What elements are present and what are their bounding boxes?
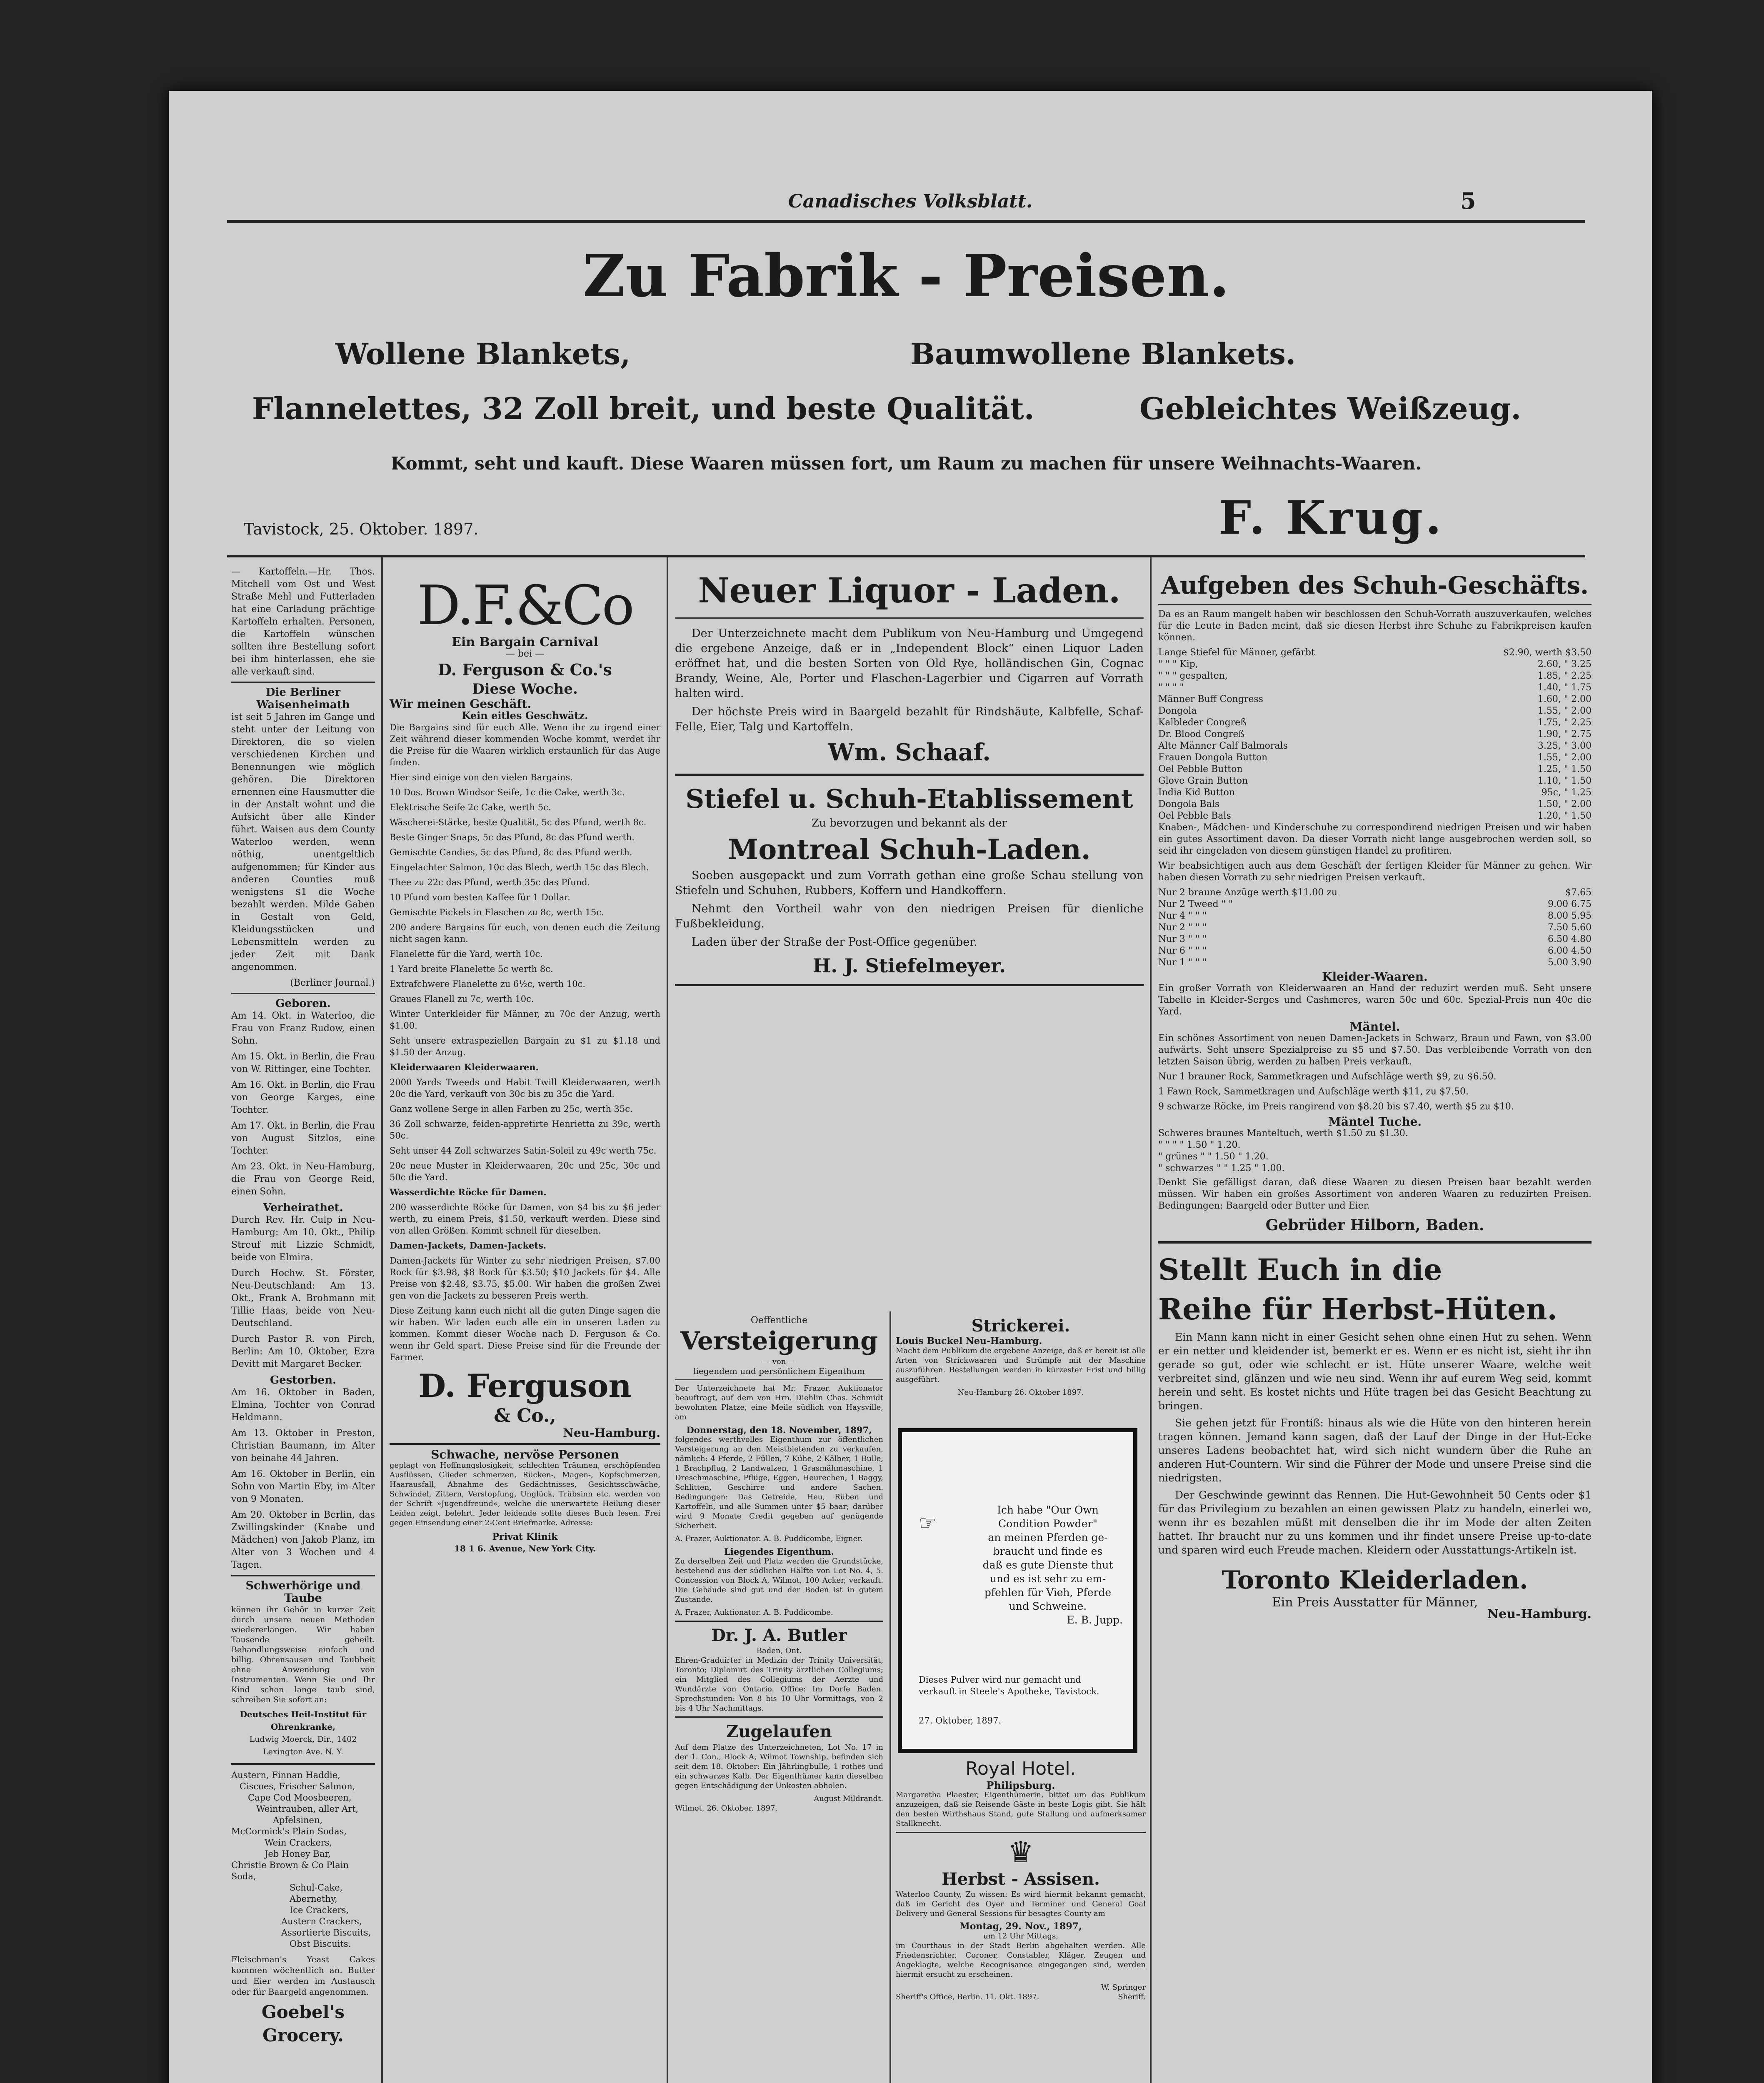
goebel-item: Austern, Finnan Haddie, xyxy=(231,1770,340,1780)
page-number: 5 xyxy=(1460,187,1476,214)
carnival-item: Graues Flanell zu 7c, werth 10c. xyxy=(390,994,534,1004)
verst-title: Versteigerung xyxy=(680,1326,878,1356)
price-row xyxy=(1158,659,1592,670)
stiefel-body-2: Nehmt den Vortheil wahr von den niedrigen Preisen für dienliche Fußbekleidung. xyxy=(675,902,1144,930)
goebel-item: Weintrauben, aller Art, xyxy=(256,1804,359,1814)
price-cell: 1.55, " 2.00 xyxy=(1537,752,1592,763)
carnival-item: Seht unser 44 Zoll schwarzes Satin-Soleil zu 49c werth 75c. xyxy=(390,1146,657,1156)
doctor-place: Baden, Ont. xyxy=(756,1646,802,1655)
assisen-office: Sheriff's Office, Berlin. 11. Okt. 1897. xyxy=(896,1993,1039,2001)
liquor-body: Der Unterzeichnete macht dem Publikum von Neu-Hamburg und Umgegend die ergebene Anzeige, daß er in „Independent Block“ einen Liquor Laden eröffnet hat, und die besten Sorten von Old Rye, holländischen Gin, Cognac Brandy, Weine, Ale, Porter und Flaschen-Lagerbier und Cigarren auf Vorrath halten wird. xyxy=(675,627,1144,700)
verst-land-sign: A. Frazer, Auktionator. A. B. Puddicombe. xyxy=(675,1608,833,1617)
column-rule-3 xyxy=(1150,557,1152,2083)
price-cell: 6.00 4.50 xyxy=(1548,946,1592,956)
carnival-week: Diese Woche. xyxy=(472,681,578,697)
condition-powder-date: 27. Oktober, 1897. xyxy=(919,1716,1002,1726)
price-cell: 1.60, " 2.00 xyxy=(1537,694,1592,704)
tuche-title: Mäntel Tuche. xyxy=(1328,1115,1422,1129)
ad-line: braucht und finde es xyxy=(993,1545,1103,1557)
taube-title: Schwerhörige und Taube xyxy=(245,1579,361,1605)
masthead-title: Canadisches Volksblatt. xyxy=(788,191,1033,212)
masthead-rule xyxy=(227,220,1585,223)
price-cell: 1.10, " 1.50 xyxy=(1537,776,1592,786)
carnival-item: Kleiderwaaren Kleiderwaaren. xyxy=(390,1062,539,1072)
assisen-sign: W. Springer xyxy=(1101,1983,1146,1992)
ad-line: Condition Powder" xyxy=(998,1518,1097,1530)
schwache-body: geplagt von Hoffnungslosigkeit, schlechten Träumen, erschöpfenden Ausflüssen, Glieder schmerzen, Rücken-, Magen-, Kopfschmerzen, Haarausfall, Abnahme des Gedächtnisses, Gesichtsschwäche, Schwindel, Zittern, Verstopfung, Unglück, Trübsinn etc. werden von der Schrift »Jugendfreund«, welche die unerwartete Heilung dieser Leiden zeigt, belehrt. Jeder leidende sollte dieses Buch lesen. Frei gegen Einsendung einer 2-Cent Briefmarke. Adresse: xyxy=(390,1461,660,1527)
taube-institute: Deutsches Heil-Institut für Ohrenkranke, xyxy=(240,1709,367,1732)
assisen-role: Sheriff. xyxy=(1118,1993,1146,2001)
carnival-item: Extrafchwere Flanelette zu 6½c, werth 10c. xyxy=(390,979,585,989)
waisen-source: (Berliner Journal.) xyxy=(290,978,375,988)
column-3-left xyxy=(675,1316,883,1813)
price-cell: 1.55, " 2.00 xyxy=(1537,706,1592,716)
ferguson-title: D. Ferguson xyxy=(418,1367,632,1404)
carnival-item: 20c neue Muster in Kleiderwaaren, 20c und 25c, 30c und 50c die Yard. xyxy=(390,1161,660,1182)
schwache-street: 18 1 6. Avenue, New York City. xyxy=(454,1544,596,1554)
price-cell: $7.65 xyxy=(1565,887,1592,898)
kleiderwaaren-body: Ein großer Vorrath von Kleiderwaaren an Hand der reduzirt werden muß. Seht unsere Tabelle in Kleider-Serges und Cashmeres, waren 50c und 60c. Spezial-Preis nun 40c die Yard. xyxy=(1158,983,1592,1017)
price-cell: Nur 4 " " " xyxy=(1158,911,1207,921)
carnival-item: Gemischte Pickels in Flaschen zu 8c, werth 15c. xyxy=(390,907,604,917)
goebel-item: McCormick's Plain Sodas, xyxy=(231,1826,347,1836)
stellt-title-2: Reihe für Herbst-Hüten. xyxy=(1158,1292,1557,1326)
strickerei-title: Strickerei. xyxy=(971,1316,1070,1336)
price-cell: 95c, " 1.25 xyxy=(1541,787,1592,798)
goebel-signature: Goebel's Grocery. xyxy=(261,2002,345,2046)
price-row xyxy=(1158,810,1592,822)
schuh-intro: Da es an Raum mangelt haben wir beschlossen den Schuh-Vorrath auszuverkaufen, welches für die Leute in Baden meint, daß sie diesen Herbst ihre Schuhe zu Fabrikpreisen kaufen können. xyxy=(1158,609,1592,643)
liquor-signature: Wm. Schaaf. xyxy=(828,739,991,766)
carnival-item: Seht unsere extraspeziellen Bargain zu $1 zu $1.18 und $1.50 der Anzug. xyxy=(390,1036,660,1057)
condition-powder-text xyxy=(973,1503,1123,1627)
verheirathet-3: Durch Pastor R. von Pirch, Berlin: Am 10. Oktober, Ezra Devitt mit Margaret Becker. xyxy=(231,1334,375,1369)
goebel-item: Abernethy, xyxy=(290,1894,337,1904)
carnival-item: 1 Yard breite Flanelette 5c werth 8c. xyxy=(390,964,553,974)
strickerei-date: Neu-Hamburg 26. Oktober 1897. xyxy=(957,1388,1084,1397)
ad-line: und Schweine. xyxy=(1009,1600,1087,1612)
price-cell: 8.00 5.95 xyxy=(1548,911,1592,921)
price-row xyxy=(1158,670,1592,682)
carnival-item: Winter Unterkleider für Männer, zu 70c der Anzug, werth $1.00. xyxy=(390,1009,660,1031)
stellt-body: Ein Mann kann nicht in einer Gesicht sehen ohne einen Hut zu sehen. Wenn er ein netter und kleidender ist, bemerkt er es. Wenn er es nicht ist, sieht ihr ihn gerade so gut, oder wie schlecht er ist. Hüte unserer Waare, welche weit verbreitet sind, glänzen und wie neu sind. Wenn ihr auf eurem Weg seid, kommt herein und seht. Es kostet nichts und Hüte tragen bei das Gesicht Beachtung zu bringen. xyxy=(1158,1331,1592,1412)
price-cell: $2.90, werth $3.50 xyxy=(1503,647,1592,658)
toronto-title: Toronto Kleiderladen. xyxy=(1222,1566,1528,1595)
price-cell: Nur 2 " " " xyxy=(1158,922,1207,933)
royal-body: Margaretha Plaester, Eigenthümerin, bittet um das Publikum anzuzeigen, daß sie Reisende Gäste in beste Logis gibt. Sie hält den besten Wirthshaus Stand, gute Stallung und aufmerksamer Stallknecht. xyxy=(896,1791,1146,1828)
assisen-title: Herbst - Assisen. xyxy=(942,1869,1100,1889)
carnival-title: Ein Bargain Carnival xyxy=(452,635,598,649)
carnival-item: Eingelachter Salmon, 10c das Blech, werth 15c das Blech. xyxy=(390,862,649,872)
taube-address: Ludwig Moerck, Dir., 1402 Lexington Ave. N. Y. xyxy=(249,1735,357,1756)
goebel-item: Christie Brown & Co Plain Soda, xyxy=(231,1860,349,1881)
goebel-item: Apfelsinen, xyxy=(273,1815,323,1825)
price-cell: Nur 3 " " " xyxy=(1158,934,1207,944)
condition-powder-note: Dieses Pulver wird nur gemacht und verkauft in Steele's Apotheke, Tavistock. xyxy=(919,1675,1099,1696)
assisen-footer xyxy=(896,1992,1146,2002)
carnival-item: Ganz wollene Serge in allen Farben zu 25c, werth 35c. xyxy=(390,1104,633,1114)
carnival-item: 36 Zoll schwarze, feiden-appretirte Henrietta zu 39c, werth 50c. xyxy=(390,1119,660,1141)
carnival-item: Elektrische Seife 2c Cake, werth 5c. xyxy=(390,802,551,812)
price-row xyxy=(1158,787,1592,799)
ad-line: E. B. Jupp. xyxy=(1067,1614,1123,1626)
verst-date: Donnerstag, den 18. November, 1897, xyxy=(686,1425,872,1435)
column-3-right-lower xyxy=(896,1757,1146,2002)
carnival-firm: D. Ferguson & Co.'s xyxy=(438,660,612,679)
carnival-item: Damen-Jackets, Damen-Jackets. xyxy=(390,1240,547,1251)
price-row xyxy=(1158,682,1592,694)
assisen-body-2: im Courthaus in der Stadt Berlin abgehalten werden. Alle Friedensrichter, Coroner, Constabler, Kläger, Zeugen und Angeklagte, welche Recognisance eingegangen sind, werden hiermit ersucht zu erscheinen. xyxy=(896,1941,1146,1979)
ad-line: an meinen Pferden ge- xyxy=(988,1531,1108,1544)
schwache-address: Privat Klinik xyxy=(492,1531,558,1542)
newspaper-page xyxy=(169,91,1652,2083)
carnival-bei: — bei — xyxy=(505,649,545,659)
verheirathet-1: Durch Rev. Hr. Culp in Neu-Hamburg: Am 10. Okt., Philip Streuf mit Lizzie Schmidt, beide von Elmira. xyxy=(231,1215,375,1263)
carnival-item: Wäscherei-Stärke, beste Qualität, 5c das Pfund, werth 8c. xyxy=(390,817,647,827)
price-row xyxy=(1158,752,1592,764)
price-row xyxy=(1158,740,1592,752)
krug-dateline: Tavistock, 25. Oktober. 1897. xyxy=(244,520,479,538)
column-2 xyxy=(390,574,660,1554)
goebel-list xyxy=(231,1770,375,1950)
krug-weisszeug: Gebleichtes Weißzeug. xyxy=(1139,391,1522,426)
price-cell: Glove Grain Button xyxy=(1158,776,1248,786)
carnival-item: Gemischte Candies, 5c das Pfund, 8c das Pfund werth. xyxy=(390,847,632,857)
price-row xyxy=(1158,945,1592,957)
carnival-body: Die Bargains sind für euch Alle. Wenn ihr zu irgend einer Zeit während dieser kommenden Woche kommt, werdet ihr die Preise für die Waaren wirklich erstaunlich für das Auge finden. xyxy=(390,722,660,767)
goebel-item: Cape Cod Moosbeeren, xyxy=(248,1793,352,1803)
carnival-item: Hier sind einige von den vielen Bargains. xyxy=(390,772,573,782)
stellt-body-2: Sie gehen jetzt für Frontiß: hinaus als wie die Hüte von den hinteren herein tragen können. Jemand kann sagen, daß der Lauf der Dinge in der Hut-Ecke unseres Ladens beobachtet hat, wird sich nicht wundern über die Ruhe an anderen Hut-Countern. Wir sind die Führer der Mode und unsere Preise sind die niedrigsten. xyxy=(1158,1417,1592,1484)
price-cell: Nur 2 Tweed " " xyxy=(1158,899,1233,909)
price-row xyxy=(1158,922,1592,934)
price-row xyxy=(1158,729,1592,740)
carnival-item: 200 andere Bargains für euch, von denen euch die Zeitung nicht sagen kann. xyxy=(390,922,660,944)
goebel-item: Austern Crackers, xyxy=(281,1916,362,1926)
waisen-title: Die Berliner Waisenheimath xyxy=(256,686,350,711)
stiefel-body: Soeben ausgepackt und zum Vorrath gethan eine große Schau stellung von Stiefeln und Schuhen, Rubbers, Koffern und Handkoffern. xyxy=(675,869,1144,897)
maentel-price: 1 Fawn Rock, Sammetkragen und Aufschläge werth $11, zu $7.50. xyxy=(1158,1086,1469,1097)
price-cell: Alte Männer Calf Balmorals xyxy=(1158,741,1288,751)
zugelaufen-sign: August Mildrandt. xyxy=(814,1794,883,1803)
column-rule-2 xyxy=(667,557,668,2083)
tuche-price: " schwarzes " " 1.25 " 1.00. xyxy=(1158,1163,1285,1174)
crest-icon: ♛ xyxy=(1007,1835,1034,1869)
waisen-body: ist seit 5 Jahren im Gange und steht unter der Leitung von Direktoren, die so vielen verschiedenen Kirchen und Benennungen wie möglich gehören. Die Direktoren ernennen eine Hausmutter die in der Anstalt wohnt und die Aufsicht über alle Kinder führt. Waisen aus dem County Waterloo werden, wenn nöthig, unentgeltlich aufgenommen; für Kinder aus anderen Counties muß wenigstens $1 die Woche bezahlt werden. Milde Gaben in Gestalt von Geld, Kleidungsstücken und Lebensmitteln werden zu jeder Zeit mit Dank angenommen. xyxy=(231,712,375,972)
column-3-right xyxy=(896,1316,1146,1397)
price-row xyxy=(1158,705,1592,717)
price-cell: 1.40, " 1.75 xyxy=(1537,682,1592,693)
goebel-item: Wein Crackers, xyxy=(265,1838,332,1848)
zugelaufen-title: Zugelaufen xyxy=(726,1722,832,1741)
stiefel-title: Stiefel u. Schuh-Etablissement xyxy=(685,784,1133,814)
price-cell: Lange Stiefel für Männer, gefärbt xyxy=(1158,647,1315,658)
maentel-price: 9 schwarze Röcke, im Preis rangirend von $8.20 bis $7.40, werth $5 zu $10. xyxy=(1158,1101,1514,1112)
price-cell: 9.00 6.75 xyxy=(1548,899,1592,909)
toronto-place: Neu-Hamburg. xyxy=(1487,1607,1592,1621)
column-1 xyxy=(231,566,375,2047)
geboren-1: Am 14. Okt. in Waterloo, die Frau von Franz Rudow, einen Sohn. xyxy=(231,1011,375,1046)
carnival-intro: Wir meinen Geschäft. xyxy=(390,697,532,711)
tuche-price: " grünes " " 1.50 " 1.20. xyxy=(1158,1151,1269,1162)
goebel-item: Assortierte Biscuits, xyxy=(281,1928,371,1938)
ad-line: und es ist sehr zu em- xyxy=(989,1573,1106,1585)
krug-bottom-rule xyxy=(227,555,1585,557)
hilborn-signature: Gebrüder Hilborn, Baden. xyxy=(1265,1216,1484,1234)
strickerei-body: Macht dem Publikum die ergebene Anzeige, daß er bereit ist alle Arten von Strickwaaren und Strümpfe mit der Maschine auszuführen. Bestellungen werden in kürzester Frist und billig ausgeführt. xyxy=(896,1346,1146,1384)
geboren-3: Am 16. Okt. in Berlin, die Frau von George Karges, eine Tochter. xyxy=(231,1080,375,1115)
verst-von: — von — xyxy=(762,1357,796,1366)
carnival-item: Diese Zeitung kann euch nicht all die guten Dinge sagen die wir haben. Wir laden euch alle ein in unseren Laden zu kommen. Kommt dieser Woche nach D. Ferguson & Co. wenn ihr Geld spart. Diese Preise sind für die Freunde der Farmer. xyxy=(390,1306,660,1362)
price-cell: 5.00 3.90 xyxy=(1548,957,1592,968)
price-row xyxy=(1158,957,1592,969)
ferguson-place: Neu-Hamburg. xyxy=(563,1426,660,1440)
schuh-title: Aufgeben des Schuh-Geschäfts. xyxy=(1161,571,1589,599)
price-cell: Oel Pebble Bals xyxy=(1158,811,1231,821)
price-cell: 1.50, " 2.00 xyxy=(1537,799,1592,809)
price-cell: 1.20, " 1.50 xyxy=(1537,811,1592,821)
geboren-5: Am 23. Okt. in Neu-Hamburg, die Frau von George Reid, einen Sohn. xyxy=(231,1161,375,1197)
price-cell: Dongola Bals xyxy=(1158,799,1220,809)
assisen-body: Waterloo County, Zu wissen: Es wird hiermit bekannt gemacht, daß im Gericht des Oyer und Terminer und General Goal Delivery und General Sessions für besagtes County am xyxy=(896,1890,1146,1918)
carnival-item: 2000 Yards Tweeds und Habit Twill Kleiderwaaren, werth 20c die Yard, verkauft von 30c bis zu 35c die Yard. xyxy=(390,1077,660,1099)
price-row xyxy=(1158,934,1592,945)
price-row xyxy=(1158,799,1592,810)
krug-signature: F. Krug. xyxy=(1219,491,1444,544)
stellt-body-3: Der Geschwinde gewinnt das Rennen. Die Hut-Gewohnheit 50 Cents oder $1 für das Privilegium zu bezahlen an einen gewissen Platz zu handeln, einerlei wo, wenn ihr es bezahlen müßt mit denselben die ihr im Mode der alten Zeiten hattet. Ihr braucht nur zu uns kommen und ihr findet unsere Preise up-to-date und sparen wird euch Freude machen. Kleidern oder Ausstattungs-Artikeln ist. xyxy=(1158,1489,1592,1556)
price-cell: Nur 2 braune Anzüge werth $11.00 zu xyxy=(1158,887,1337,898)
column-rule-3a xyxy=(889,1311,891,2083)
price-cell: 3.25, " 3.00 xyxy=(1537,741,1592,751)
gestorben-title: Gestorben. xyxy=(270,1374,337,1386)
verheirathet-2: Durch Hochw. St. Förster, Neu-Deutschland: Am 13. Okt., Frank A. Brohmann mit Tillie Haas, beide von Neu-Deutschland. xyxy=(231,1268,375,1329)
stiefel-signature: H. J. Stiefelmeyer. xyxy=(812,954,1006,977)
column-rule-1 xyxy=(381,557,383,2083)
price-row xyxy=(1158,910,1592,922)
carnival-item: Beste Ginger Snaps, 5c das Pfund, 8c das Pfund werth. xyxy=(390,832,635,842)
maentel-body: Ein schönes Assortiment von neuen Damen-Jackets in Schwarz, Braun und Fawn, von $3.00 aufwärts. Seht unsere Spezialpreise zu $5 und $7.50. Das verbleibende Vorrath von den letzten Saison übrig, werden zu halben Preis verkauft. xyxy=(1158,1033,1592,1067)
condition-powder-ad xyxy=(898,1428,1137,1753)
tuche-price: Schweres braunes Manteltuch, werth $1.50 zu $1.30. xyxy=(1158,1128,1408,1139)
krug-slogan: Kommt, seht und kauft. Diese Waaren müssen fort, um Raum zu machen für unsere Weihnachts-Waaren. xyxy=(391,453,1422,474)
price-cell: 1.85, " 2.25 xyxy=(1537,671,1592,681)
kleider-intro: Wir beabsichtigen auch aus dem Geschäft der fertigen Kleider für Männer zu gehen. Wir haben diesen Vorrath zu sehr niedrigen Preisen verkauft. xyxy=(1158,861,1592,883)
price-cell: Nur 6 " " " xyxy=(1158,946,1207,956)
price-row xyxy=(1158,647,1592,659)
price-cell: Frauen Dongola Button xyxy=(1158,752,1268,763)
liquor-body-2: Der höchste Preis wird in Baargeld bezahlt für Rindshäute, Kalbfelle, Schaf-Felle, Eier, Talg und Kartoffeln. xyxy=(675,705,1144,733)
strickerei-owner: Louis Buckel Neu-Hamburg. xyxy=(896,1336,1042,1346)
price-cell: 1.90, " 2.75 xyxy=(1537,729,1592,739)
ferguson-co: & Co., xyxy=(494,1405,556,1426)
geboren-title: Geboren. xyxy=(275,997,331,1010)
krug-wollene: Wollene Blankets, xyxy=(335,337,631,371)
price-row xyxy=(1158,775,1592,787)
carnival-item: 200 wasserdichte Röcke für Damen, von $4 bis zu $6 jeder werth, zu einem Preis, $1.50, verkauft werden. Diese sind von allen Größen. Kommt schnell für dieselben. xyxy=(390,1202,660,1236)
price-cell: 2.60, " 3.25 xyxy=(1537,659,1592,669)
carnival-item: Thee zu 22c das Pfund, werth 35c das Pfund. xyxy=(390,877,590,887)
krug-headline: Zu Fabrik - Preisen. xyxy=(582,242,1230,310)
toronto-sub: Ein Preis Ausstatter für Männer, xyxy=(1272,1595,1478,1610)
carnival-item: 10 Dos. Brown Windsor Seife, 1c die Cake, werth 3c. xyxy=(390,787,625,797)
doctor-title: Dr. J. A. Butler xyxy=(711,1626,847,1645)
gestorben-4: Am 20. Oktober in Berlin, das Zwillingskinder (Knabe und Mädchen) von Jakob Planz, im Alter von 3 Wochen und 4 Tagen. xyxy=(231,1510,375,1570)
krug-flannelettes: Flannelettes, 32 Zoll breit, und beste Qualität. xyxy=(252,391,1034,426)
column-3 xyxy=(675,570,1144,992)
stiefel-sub: Zu bevorzugen und bekannt als der xyxy=(811,817,1007,829)
price-row xyxy=(1158,764,1592,775)
krug-baumwollene: Baumwollene Blankets. xyxy=(910,337,1296,371)
tuche-note: Denkt Sie gefälligst daran, daß diese Waaren zu diesen Preisen baar bezahlt werden müssen. Wir haben ein großes Assortiment von anderen Waaren zu reduzirten Preisen. Bedingungen: Baargeld oder Butter und Eier. xyxy=(1158,1177,1592,1211)
geboren-2: Am 15. Okt. in Berlin, die Frau von W. Rittinger, eine Tochter. xyxy=(231,1051,375,1074)
verst-land: Zu derselben Zeit und Platz werden die Grundstücke, bestehend aus der südlichen Hälfte von Lot No. 4, 5. Concession von Block A, Wilmot, 100 Acker, verkauft. Die Gebäude sind gut und der Boden ist in gutem Zustande. xyxy=(675,1557,883,1604)
pointing-hand-icon: ☞ xyxy=(919,1511,937,1535)
royal-place: Philipsburg. xyxy=(986,1779,1055,1791)
price-cell: " " " " xyxy=(1158,682,1184,693)
ad-line: pfehlen für Vieh, Pferde xyxy=(984,1586,1112,1598)
price-cell: Kalbleder Congreß xyxy=(1158,717,1247,728)
column-4 xyxy=(1158,570,1592,1620)
ad-line: Ich habe "Our Own xyxy=(997,1504,1099,1516)
tuche-price: " " " " 1.50 " 1.20. xyxy=(1158,1140,1241,1150)
price-cell: Männer Buff Congress xyxy=(1158,694,1263,704)
price-row xyxy=(1158,887,1592,899)
verst-body-2: folgendes werthvolles Eigenthum zur öffentlichen Versteigerung an den Meistbietenden zu verkaufen, nämlich: 4 Pferde, 2 Füllen, 7 Kühe, 2 Kälber, 1 Bulle, 1 Brachpflug, 2 Landwalzen, 1 Grasmähmaschine, 1 Dreschmaschine, Pflüge, Eggen, Heurechen, 1 Baggy, Schlitten, Geschirre und andere Sachen. Bedingungen: Das Getreide, Heu, Rüben und Kartoffeln, und alle Summen unter $5 baar; darüber wird 9 Monate Credit gegeben auf genügende Sicherheit. xyxy=(675,1435,883,1530)
price-cell: 7.50 5.60 xyxy=(1548,922,1592,933)
zugelaufen-body: Auf dem Platze des Unterzeichneten, Lot No. 17 in der 1. Con., Block A, Wilmot Township, befinden sich seit dem 18. Oktober: Ein Jährlingbulle, 1 rothes und ein schwarzes Kalb. Der Eigenthümer kann dieselben gegen Entschädigung der Unkosten abholen. xyxy=(675,1743,883,1790)
kleiderwaaren-title: Kleider-Waaren. xyxy=(1322,970,1428,984)
zugelaufen-date: Wilmot, 26. Oktober, 1897. xyxy=(675,1804,778,1813)
price-cell: India Kid Button xyxy=(1158,787,1235,798)
stiefel-address: Laden über der Straße der Post-Office gegenüber. xyxy=(692,936,977,949)
goebel-item: Jeb Honey Bar, xyxy=(265,1849,331,1859)
price-cell: Dr. Blood Congreß xyxy=(1158,729,1245,739)
liquor-title: Neuer Liquor - Laden. xyxy=(698,571,1121,611)
price-cell: Oel Pebble Button xyxy=(1158,764,1243,774)
royal-title: Royal Hotel. xyxy=(965,1758,1076,1779)
gestorben-2: Am 13. Oktober in Preston, Christian Baumann, im Alter von beinahe 44 Jahren. xyxy=(231,1428,375,1464)
verst-land-title: Liegendes Eigenthum. xyxy=(724,1546,834,1557)
price-cell: Dongola xyxy=(1158,706,1197,716)
schwache-title: Schwache, nervöse Personen xyxy=(431,1448,619,1461)
carnival-item: Flanelette für die Yard, werth 10c. xyxy=(390,949,543,959)
carnival-item: Damen-Jackets für Winter zu sehr niedrigen Preisen, $7.00 Rock für $3.98, $8 Rock für $3.50; $10 Jackets für $4. Alle Preise von $2.48, $3.75, $5.00. Wir haben die großen Zwei gen von die Jackets zu besseren Preis werth. xyxy=(390,1256,660,1301)
kartoffeln-notice: — Kartoffeln.—Hr. Thos. Mitchell vom Ost und West Straße Mehl und Futterladen hat eine Carladung prächtige Kartoffeln erhalten. Personen, die Kartoffeln wünschen sollten ihre Bestellung sofort bei ihm hinterlassen, ehe sie alle verkauft sind. xyxy=(231,567,375,677)
maentel-price: Nur 1 brauner Rock, Sammetkragen und Aufschläge werth $9, zu $6.50. xyxy=(1158,1071,1497,1082)
gestorben-3: Am 16. Oktober in Berlin, ein Sohn von Martin Eby, im Alter von 9 Monaten. xyxy=(231,1469,375,1504)
price-row xyxy=(1158,899,1592,910)
doctor-body: Ehren-Graduirter in Medizin der Trinity Universität, Toronto; Diplomirt des Trinity ärztlichen Collegiums; ein Mitglied des Collegiums der Aerzte und Wundärzte von Ontario. Office: Im Dorfe Baden. Sprechstunden: Von 8 bis 10 Uhr Vormittags, von 2 bis 4 Uhr Nachmittags. xyxy=(675,1656,883,1713)
goebel-note: Fleischman's Yeast Cakes kommen wöchentlich an. Butter und Eier werden im Austausch oder für Baargeld angenommen. xyxy=(231,1954,375,1997)
goebel-item: Ciscoes, Frischer Salmon, xyxy=(240,1781,355,1791)
price-row xyxy=(1158,717,1592,729)
carnival-item-list xyxy=(390,772,660,1363)
verheirathet-title: Verheirathet. xyxy=(263,1201,343,1214)
ad-line: daß es gute Dienste thut xyxy=(982,1559,1113,1571)
schuh-more: Knaben-, Mädchen- und Kinderschuhe zu correspondirend niedrigen Preisen und wir haben ein gutes Assortiment davon. Da dieser Vorrath nicht lange ausgebrochen werden soll, so seid ihr eingeladen von diesem günstigen Handel zu profitiren. xyxy=(1158,822,1592,856)
price-cell: " " " Kip, xyxy=(1158,659,1198,669)
kleider-price-list xyxy=(1158,887,1592,969)
verst-signatures: A. Frazer, Auktionator. A. B. Puddicombe, Eigner. xyxy=(675,1534,863,1543)
goebel-item: Obst Biscuits. xyxy=(290,1939,351,1949)
assisen-time: um 12 Uhr Mittags, xyxy=(983,1932,1058,1941)
price-cell: Nur 1 " " " xyxy=(1158,957,1207,968)
gestorben-1: Am 16. Oktober in Baden, Elmina, Tochter von Conrad Heldmann. xyxy=(231,1387,375,1423)
taube-body: können ihr Gehör in kurzer Zeit durch unsere neuen Methoden wiedererlangen. Wir haben Tausende geheilt. Behandlungsweise einfach und billig. Ohrensausen und Taubheit ohne Anwendung von Instrumenten. Wenn Sie und Ihr Kind schon lange taub sind, schreiben Sie sofort an: xyxy=(231,1605,375,1704)
stellt-title-1: Stellt Euch in die xyxy=(1158,1252,1442,1287)
carnival-item: 10 Pfund vom besten Kaffee für 1 Dollar. xyxy=(390,892,570,902)
price-cell: " " " gespalten, xyxy=(1158,671,1228,681)
maentel-title: Mäntel. xyxy=(1349,1020,1400,1034)
verst-sub: liegendem und persönlichem Eigenthum xyxy=(693,1366,865,1376)
verst-body: Der Unterzeichnete hat Mr. Frazer, Auktionator beauftragt, auf dem von Hrn. Diehlin Chas. Schmidt bewohnten Platze, eine Meile südlich von Haysville, am xyxy=(675,1384,883,1421)
goebel-item: Schul-Cake, xyxy=(290,1883,343,1893)
price-cell: 6.50 4.80 xyxy=(1548,934,1592,944)
schuh-price-list xyxy=(1158,647,1592,822)
assisen-date: Montag, 29. Nov., 1897, xyxy=(959,1921,1082,1932)
price-cell: 1.75, " 2.25 xyxy=(1537,717,1592,728)
stiefel-name: Montreal Schuh-Laden. xyxy=(728,833,1091,866)
goebel-item: Ice Crackers, xyxy=(290,1905,349,1915)
price-cell: 1.25, " 1.50 xyxy=(1537,764,1592,774)
price-row xyxy=(1158,694,1592,705)
dfco-logo: D.F.&Co xyxy=(417,574,633,637)
verst-pre: Oeffentliche xyxy=(750,1315,808,1326)
carnival-item: Wasserdichte Röcke für Damen. xyxy=(390,1187,547,1197)
geboren-4: Am 17. Okt. in Berlin, die Frau von August Sitzlos, eine Tochter. xyxy=(231,1121,375,1156)
carnival-sub: Kein eitles Geschwätz. xyxy=(462,709,588,722)
